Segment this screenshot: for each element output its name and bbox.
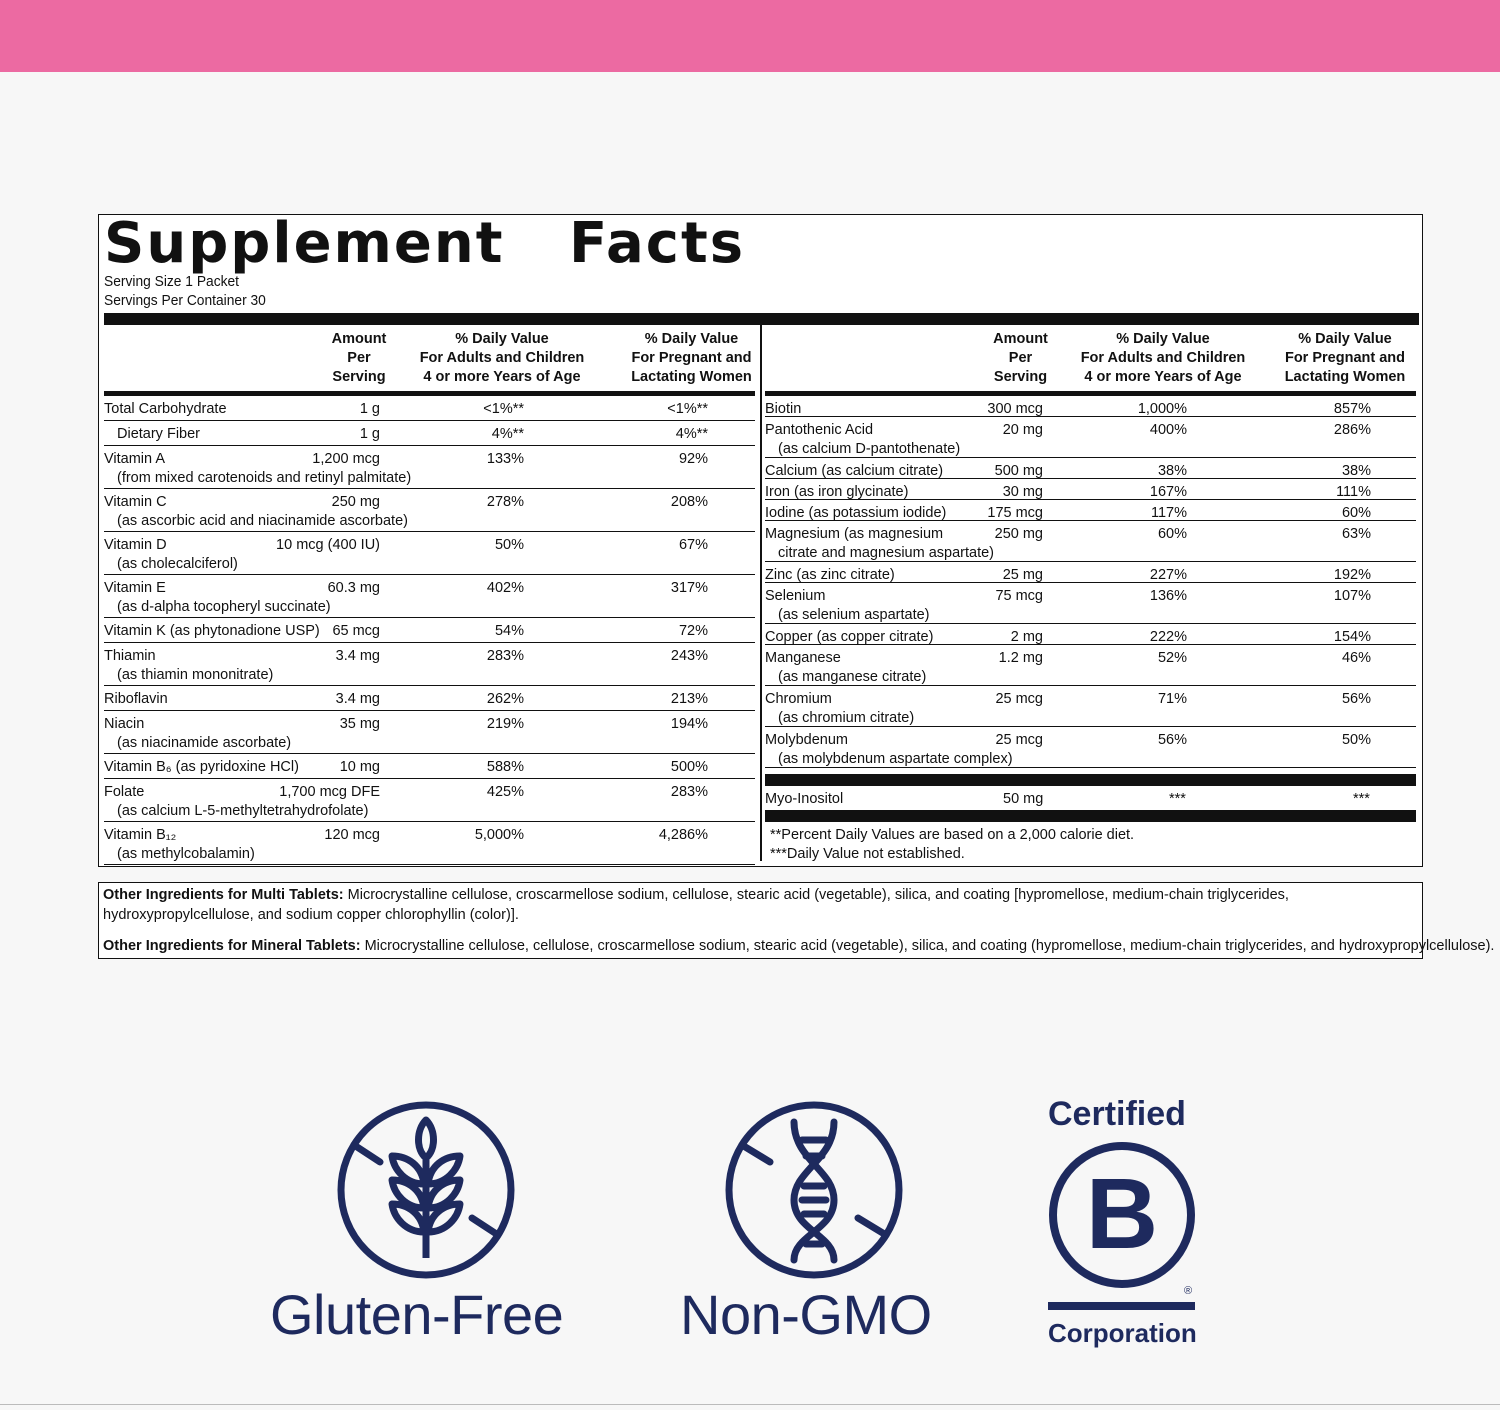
nutrient-name: Calcium (as calcium citrate) (765, 463, 944, 479)
dv-pregnant: 60% (1341, 505, 1371, 521)
amount: 60.3 mg (327, 580, 380, 596)
amount: 120 mcg (324, 827, 380, 843)
non-gmo-label: Non-GMO (680, 1283, 932, 1346)
amount: 175 mcg (987, 505, 1043, 521)
dv-pregnant: 92% (678, 451, 708, 467)
supplement-facts-panel (98, 211, 1423, 867)
nutrient-name: Manganese (765, 650, 841, 666)
dv-pregnant-header: % Daily Value For Pregnant and Lactating Women (631, 331, 752, 385)
nutrient-source: (as calcium D-pantothenate) (778, 441, 961, 457)
dv-pregnant: 63% (1341, 526, 1371, 542)
dv-adults: 56% (1157, 732, 1187, 748)
dv-adults: 38% (1157, 463, 1187, 479)
corporation-label: Corporation (1048, 1318, 1197, 1348)
dv-pregnant: 38% (1341, 463, 1371, 479)
dv-adults: <1%** (483, 401, 524, 417)
dv-adults: 167% (1149, 484, 1187, 500)
nutrient-row (104, 686, 755, 711)
footnote-percent: **Percent Daily Values are based on a 2,000 calorie diet. (770, 827, 1135, 843)
dv-pregnant: *** (1353, 791, 1370, 807)
dna-icon (724, 1100, 904, 1280)
amount: 25 mg (1002, 567, 1043, 583)
nutrient-row (104, 396, 755, 421)
nutrient-row (104, 822, 755, 865)
nutrient-row (104, 446, 755, 489)
column-divider (760, 325, 762, 861)
nutrient-name: Total Carbohydrate (104, 401, 227, 417)
amount: 2 mg (1010, 629, 1043, 645)
nutrient-name: Vitamin A (104, 451, 165, 467)
dv-adults: 5,000% (474, 827, 524, 843)
nutrient-row (765, 562, 1416, 583)
servings-per-container: Servings Per Container 30 (104, 292, 266, 309)
dv-adults: 588% (486, 759, 524, 775)
nutrient-source: (as molybdenum aspartate complex) (778, 751, 1013, 767)
nutrient-row (104, 711, 755, 754)
dv-adults: 133% (486, 451, 524, 467)
dv-adults: 227% (1149, 567, 1187, 583)
dv-adults-header: % Daily Value For Adults and Children 4 or more Years of Age (419, 331, 585, 385)
nutrient-row (765, 686, 1416, 727)
nutrient-source: (as calcium L-5-methyltetrahydrofolate) (117, 803, 369, 819)
dv-adults: 117% (1150, 505, 1187, 521)
dv-pregnant: 500% (670, 759, 708, 775)
b-corp-rule (1048, 1302, 1195, 1310)
right-header (765, 325, 1416, 391)
nutrient-name: Myo-Inositol (765, 791, 844, 807)
thick-divider (765, 774, 1416, 786)
nutrient-row (765, 479, 1416, 500)
dv-adults: 278% (486, 494, 524, 510)
amount: 1.2 mg (998, 650, 1043, 666)
nutrient-name: Vitamin D (104, 537, 167, 553)
dv-adults: 60% (1157, 526, 1187, 542)
footnote-not-established: ***Daily Value not established. (770, 846, 965, 862)
nutrient-source: (as d-alpha tocopheryl succinate) (117, 599, 331, 615)
b-letter: B (1085, 1158, 1159, 1270)
dv-pregnant: 4%** (675, 426, 708, 442)
amount: 35 mg (339, 716, 380, 732)
amount-header: Amount Per Serving (331, 331, 387, 385)
nutrient-source: citrate and magnesium aspartate) (778, 545, 994, 561)
dv-pregnant: 107% (1333, 588, 1371, 604)
nutrient-name: Dietary Fiber (117, 426, 200, 442)
dv-pregnant: 67% (678, 537, 708, 553)
nutrient-source: (as cholecalciferol) (117, 556, 238, 572)
amount: 500 mg (994, 463, 1043, 479)
nutrient-row (104, 643, 755, 686)
amount: 20 mg (1002, 422, 1043, 438)
dv-pregnant: 213% (670, 691, 708, 707)
nutrient-source: (as ascorbic acid and niacinamide ascorbate) (117, 513, 408, 529)
footnotes (765, 822, 1416, 864)
amount: 3.4 mg (335, 691, 380, 707)
nutrient-name: Copper (as copper citrate) (765, 629, 934, 645)
dv-pregnant: 72% (678, 623, 708, 639)
certified-label: Certified (1048, 1095, 1186, 1133)
nutrient-row (765, 645, 1416, 686)
dv-pregnant: 192% (1333, 567, 1371, 583)
dv-pregnant: <1%** (667, 401, 708, 417)
other-ingredients-box (98, 882, 1495, 959)
nutrient-name: Zinc (as zinc citrate) (765, 567, 895, 583)
amount: 250 mg (331, 494, 380, 510)
nutrient-row (765, 583, 1416, 624)
amount-header: Amount Per Serving (993, 331, 1048, 385)
amount: 1,700 mcg DFE (279, 784, 380, 800)
brand-banner (0, 0, 1500, 72)
thick-divider (104, 313, 1419, 325)
nutrient-source: (as selenium aspartate) (778, 607, 930, 623)
dv-adults: 71% (1157, 691, 1187, 707)
nutrient-row (765, 521, 1416, 562)
nutrient-name: Pantothenic Acid (765, 422, 874, 438)
nutrient-name: Vitamin B₆ (as pyridoxine HCl) (104, 759, 299, 775)
nutrient-name: Niacin (104, 716, 145, 732)
myo-inositol-row (765, 786, 1416, 810)
mineral-ingredients: Other Ingredients for Mineral Tablets: Microcrystalline cellulose, cellulose, croscarmellose sodium, stearic acid (vegetable), silica, and coating (hypromellose, medium-chain triglycerides, and hydroxypropylcellulose). (103, 938, 1495, 954)
registered-mark: ® (1184, 1285, 1193, 1297)
dv-adults: 400% (1149, 422, 1187, 438)
dv-pregnant: 194% (670, 716, 708, 732)
dv-adults: 262% (486, 691, 524, 707)
dv-pregnant: 243% (670, 648, 708, 664)
dv-pregnant-header: % Daily Value For Pregnant and Lactating Women (1284, 331, 1406, 385)
nutrient-row (765, 500, 1416, 521)
dv-pregnant: 857% (1333, 401, 1371, 417)
nutrient-row (104, 532, 755, 575)
nutrient-source: (as niacinamide ascorbate) (117, 735, 292, 751)
dv-adults: 50% (494, 537, 524, 553)
nutrient-row (104, 489, 755, 532)
gluten-free-label: Gluten-Free (270, 1283, 564, 1346)
dv-adults: 283% (486, 648, 524, 664)
dv-pregnant: 50% (1341, 732, 1371, 748)
nutrient-name: Iodine (as potassium iodide) (765, 505, 947, 521)
amount: 25 mcg (995, 732, 1043, 748)
dv-adults: 136% (1149, 588, 1187, 604)
amount: 75 mcg (995, 588, 1043, 604)
dv-pregnant: 283% (670, 784, 708, 800)
nutrient-name: Magnesium (as magnesium (765, 526, 944, 542)
nutrient-row (765, 417, 1416, 458)
nutrient-name: Vitamin B₁₂ (104, 827, 177, 843)
left-column (104, 325, 755, 865)
amount: 1 g (359, 401, 380, 417)
amount: 1 g (359, 426, 380, 442)
nutrient-name: Molybdenum (765, 732, 849, 748)
nutrient-source: (as methylcobalamin) (117, 846, 255, 862)
dv-adults: *** (1169, 791, 1186, 807)
nutrient-source: (as thiamin mononitrate) (117, 667, 274, 683)
amount: 250 mg (994, 526, 1043, 542)
amount: 10 mcg (400 IU) (276, 537, 380, 553)
amount: 3.4 mg (335, 648, 380, 664)
amount: 1,200 mcg (312, 451, 380, 467)
panel-title: Supplement Facts (104, 211, 746, 276)
dv-pregnant: 4,286% (658, 827, 708, 843)
dv-adults: 54% (494, 623, 524, 639)
dv-pregnant: 46% (1341, 650, 1371, 666)
nutrient-row (104, 421, 755, 446)
nutrient-name: Riboflavin (104, 691, 168, 707)
nutrient-name: Vitamin K (as phytonadione USP) (104, 623, 320, 639)
nutrient-name: Iron (as iron glycinate) (765, 484, 909, 500)
nutrient-source: (from mixed carotenoids and retinyl palmitate) (117, 470, 412, 486)
nutrient-row (765, 727, 1416, 768)
multi-ingredients: Other Ingredients for Multi Tablets: Microcrystalline cellulose, croscarmellose sodium, cellulose, stearic acid (vegetable), silica, and coating [hypromellose, medium-chain triglycerides, hydroxypropylcellulose, and sodium copper chlorophyllin (color)]. (103, 887, 1289, 923)
dv-adults: 1,000% (1137, 401, 1187, 417)
nutrient-name: Biotin (765, 401, 802, 417)
b-corp-logo (1048, 1141, 1196, 1289)
dv-adults: 219% (486, 716, 524, 732)
dv-pregnant: 208% (670, 494, 708, 510)
amount: 50 mg (1003, 791, 1044, 807)
dv-pregnant: 111% (1336, 484, 1371, 500)
amount: 25 mcg (995, 691, 1043, 707)
amount: 300 mcg (987, 401, 1043, 417)
nutrient-row (104, 618, 755, 643)
nutrient-row (765, 458, 1416, 479)
bottom-border (0, 1404, 1500, 1405)
amount: 65 mcg (332, 623, 380, 639)
nutrient-name: Vitamin E (104, 580, 166, 596)
right-column (765, 325, 1416, 864)
dv-pregnant: 154% (1333, 629, 1371, 645)
amount: 30 mg (1002, 484, 1043, 500)
amount: 10 mg (339, 759, 380, 775)
nutrient-source: (as manganese citrate) (778, 669, 927, 685)
dv-pregnant: 56% (1341, 691, 1371, 707)
nutrient-name: Folate (104, 784, 145, 800)
nutrient-row (104, 754, 755, 779)
nutrient-name: Vitamin C (104, 494, 167, 510)
dv-pregnant: 286% (1333, 422, 1371, 438)
serving-size: Serving Size 1 Packet (104, 273, 240, 290)
wheat-icon (336, 1100, 516, 1280)
thick-divider (765, 810, 1416, 822)
nutrient-name: Selenium (765, 588, 826, 604)
nutrient-source: (as chromium citrate) (778, 710, 915, 726)
left-header (104, 325, 755, 391)
dv-adults: 402% (486, 580, 524, 596)
dv-adults: 52% (1157, 650, 1187, 666)
dv-adults: 4%** (491, 426, 524, 442)
nutrient-row (104, 779, 755, 822)
dv-pregnant: 317% (670, 580, 708, 596)
nutrient-row (765, 396, 1416, 417)
nutrient-name: Thiamin (104, 648, 156, 664)
dv-adults: 425% (486, 784, 524, 800)
dv-adults-header: % Daily Value For Adults and Children 4 or more Years of Age (1080, 331, 1246, 385)
nutrient-name: Chromium (765, 691, 832, 707)
nutrient-row (765, 624, 1416, 645)
nutrient-row (104, 575, 755, 618)
dv-adults: 222% (1149, 629, 1187, 645)
